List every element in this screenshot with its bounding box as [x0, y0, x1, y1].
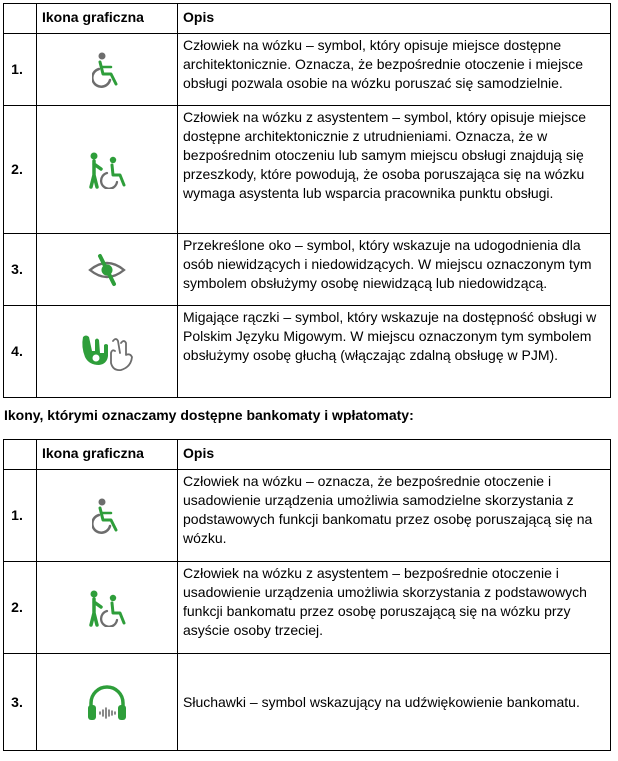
header-icon: Ikona graficzna	[37, 440, 178, 470]
row-description: Człowiek na wózku z asystentem – symbol, który opisuje miejsce dostępne architektonicznie z utrudnieniami. Oznacza, że w bezpośrednim otoczeniu lub samym miejscu obsługi znajdują się przeszkody, które powodują, że osoba poruszająca się na wózku wymaga asystenta lub wsparcia pracownika punktu obsługi.	[178, 106, 611, 234]
header-num	[4, 4, 37, 34]
row-number: 3.	[4, 654, 37, 751]
icon-cell	[37, 234, 178, 306]
row-description: Człowiek na wózku – symbol, który opisuje miejsce dostępne architektonicznie. Oznacza, że bezpośrednie otoczenie i miejsce obsługi pozwala osobie na wózku poruszać się samodzielnie.	[178, 34, 611, 106]
row-number: 2.	[4, 106, 37, 234]
row-description: Człowiek na wózku z asystentem – bezpośrednie otoczenie i usadowienie urządzenia umożliwia skorzystania z podstawowych funkcji bankomatu przez osobę poruszającą się na wózku przy asyście osoby trzeciej.	[178, 562, 611, 654]
wheelchair-assistant-icon	[87, 589, 127, 627]
row-description: Człowiek na wózku – oznacza, że bezpośrednie otoczenie i usadowienie urządzenia umożliwia samodzielne skorzystania z podstawowych funkcji bankomatu przez osobę poruszającą się na wózku.	[178, 470, 611, 562]
icon-cell	[37, 34, 178, 106]
icon-cell	[37, 654, 178, 751]
signing-hands-icon	[77, 331, 137, 373]
header-num	[4, 440, 37, 470]
header-desc: Opis	[178, 440, 611, 470]
table-row	[4, 470, 611, 562]
icon-cell	[37, 106, 178, 234]
table-row	[4, 234, 611, 306]
row-description: Przekreślone oko – symbol, który wskazuje na udogodnienia dla osób niewidzących i niedowidzących. W miejscu oznaczonym tym symbolem obsłużymy osobę niewidzącą lub niedowidzącą.	[178, 234, 611, 306]
table-row	[4, 306, 611, 398]
icon-cell	[37, 470, 178, 562]
wheelchair-icon	[92, 498, 122, 534]
row-description: Migające rączki – symbol, który wskazuje na dostępność obsługi w Polskim Języku Migowym. W miejscu oznaczonym tym symbolem obsłużymy osobę głuchą (włączając zdalną obsługę w PJM).	[178, 306, 611, 398]
table-row	[4, 106, 611, 234]
table-row	[4, 562, 611, 654]
crossed-eye-icon	[87, 253, 127, 287]
row-number: 1.	[4, 470, 37, 562]
table-header-row	[4, 440, 611, 470]
table-header-row	[4, 4, 611, 34]
header-icon: Ikona graficzna	[37, 4, 178, 34]
headphones-icon	[85, 681, 129, 723]
row-number: 1.	[4, 34, 37, 106]
icon-cell	[37, 562, 178, 654]
row-number: 3.	[4, 234, 37, 306]
table-row	[4, 654, 611, 751]
wheelchair-assistant-icon	[87, 151, 127, 189]
accessibility-icons-table	[3, 3, 611, 398]
header-desc: Opis	[178, 4, 611, 34]
row-number: 2.	[4, 562, 37, 654]
row-description: Słuchawki – symbol wskazujący na udźwiękowienie bankomatu.	[178, 654, 611, 751]
icon-cell	[37, 306, 178, 398]
table-row	[4, 34, 611, 106]
section-title: Ikony, którymi oznaczamy dostępne bankomaty i wpłatomaty:	[4, 407, 414, 423]
atm-icons-table	[3, 439, 611, 751]
row-number: 4.	[4, 306, 37, 398]
wheelchair-icon	[92, 52, 122, 88]
